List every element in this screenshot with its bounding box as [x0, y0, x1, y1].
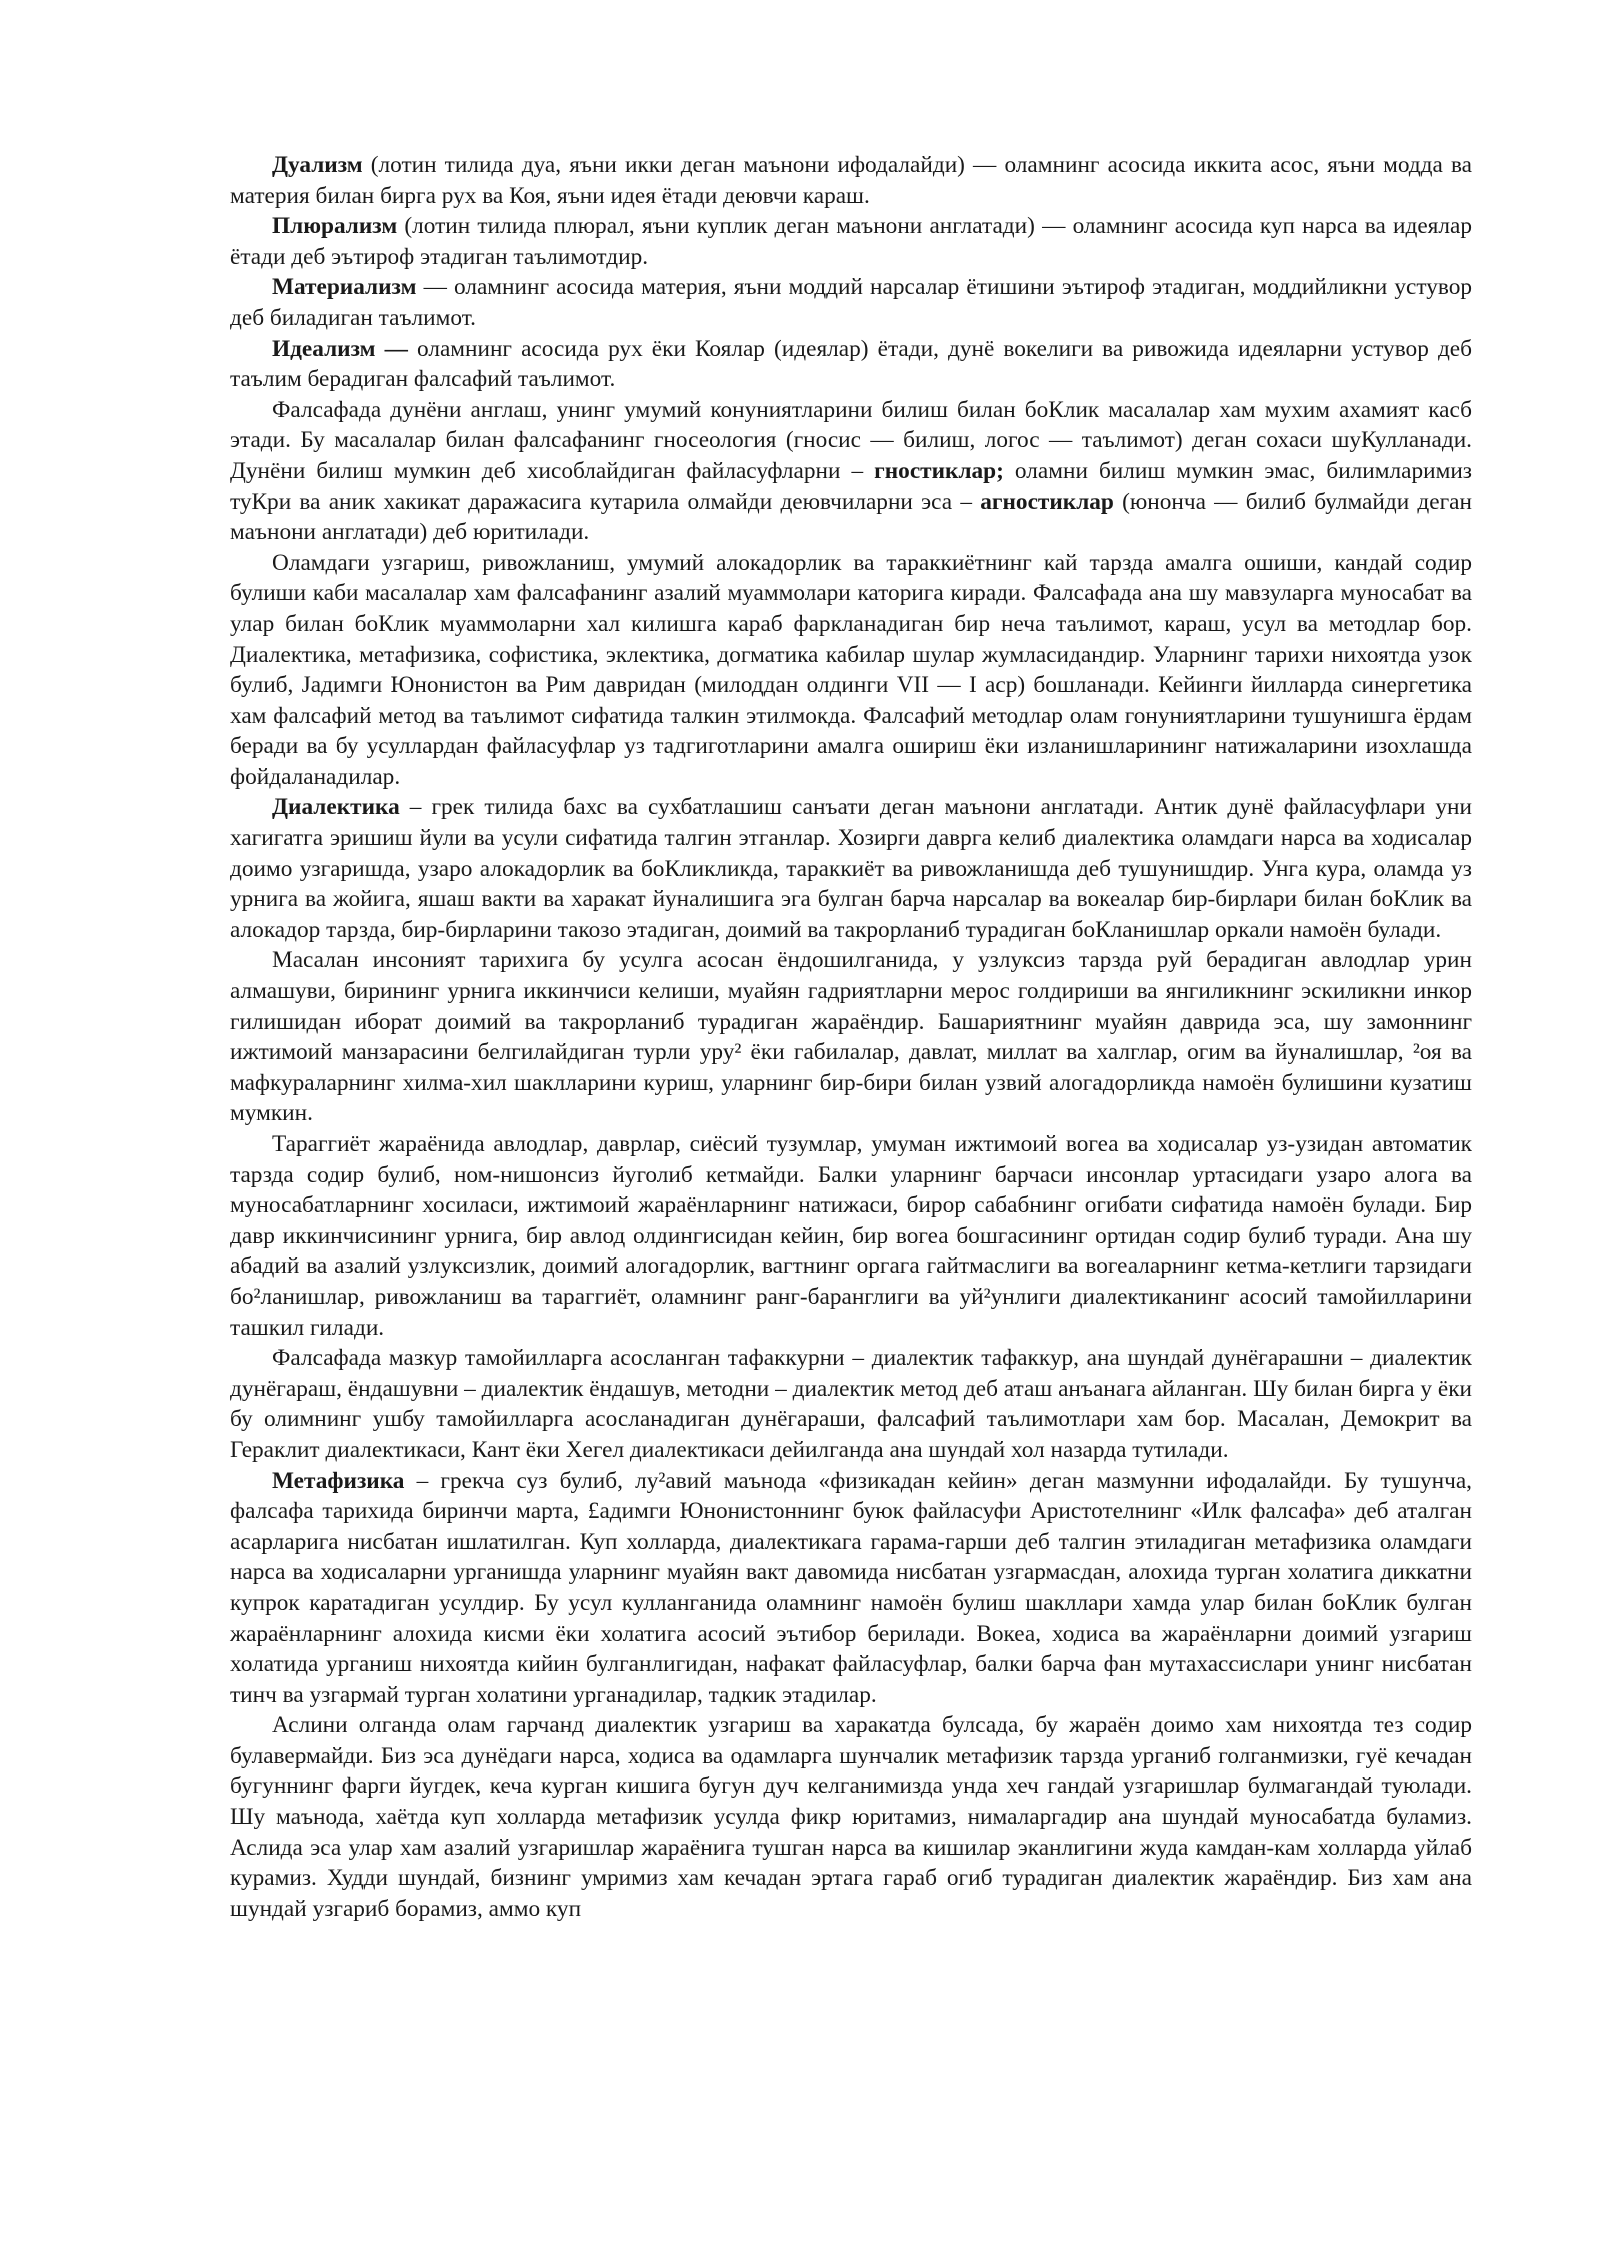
paragraph-text: – грек тилида бахс ва сухбатлашиш санъати деган маънони англатади. Антик дунё файласуфлари уни хагигатга эришиш йули ва усули сифатида талгин этганлар. Хозирги даврга келиб диалектика оламдаги нарса ва ходисалар доимо узгаришда, узаро алокадорлик ва боКликликда, тараккиёт ва ривожланишда деб тушунишдир. Унга кура, оламда уз урнига ва жойига, яшаш вакти ва харакат йуналишига эга булган барча нарсалар ва вокеалар бир-бирлари билан боКлик ва алокадор тарзда, бир-бирларини такозо этадиган, доимий ва такрорланиб турадиган боКланишлар оркали намоён булади. — [230, 794, 1472, 943]
bold-term: гностиклар; — [874, 457, 1004, 484]
document-body — [230, 150, 1472, 1924]
paragraph-8 — [230, 945, 1472, 1129]
bold-term: Идеализм — — [272, 335, 408, 362]
paragraph-11 — [230, 1466, 1472, 1711]
paragraph-9 — [230, 1129, 1472, 1343]
paragraph-text: Тараггиёт жараёнида авлодлар, даврлар, сиёсий тузумлар, умуман ижтимоий вогеа ва ходисалар уз-узидан автоматик тарзда содир булиб, ном-нишонсиз йуголиб кетмайди. Балки уларнинг барчаси инсонлар уртасидаги узаро алога ва муносабатларнинг хосиласи, ижтимоий жараёнларнинг натижаси, бирор сабабнинг огибати сифатида намоён булади. Бир давр иккинчисининг урнига, бир авлод олдингисидан кейин, бир вогеа бошгасининг ортидан содир булиб туради. Ана шу абадий ва азалий узлуксизлик, доимий алогадорлик, вагтнинг оргага гайтмаслиги ва вогеаларнинг кетма-кетлиги тарзидаги бо²ланишлар, ривожланиш ва тараггиёт, оламнинг ранг-баранглиги ва уй²унлиги диалектиканинг асосий тамойилларини ташкил гилади. — [230, 1131, 1472, 1341]
bold-term: агностиклар — [980, 488, 1114, 515]
paragraph-12 — [230, 1710, 1472, 1924]
paragraph-text: Фалсафада мазкур тамойилларга асосланган тафаккурни – диалектик тафаккур, ана шундай дунёгарашни – диалектик дунёгараш, ёндашувни – диалектик ёндашув, методни – диалектик метод деб аташ анъанага айланган. Шу билан бирга у ёки бу олимнинг ушбу тамойилларга асосланадиган дунёгараши, фалсафий таълимотлари хам бор. Масалан, Демокрит ва Гераклит диалектикаси, Кант ёки Хегел диалектикаси дейилганда ана шундай хол назарда тутилади. — [230, 1345, 1472, 1463]
paragraph-1 — [230, 150, 1472, 211]
paragraph-text: Фалсафада дунёни англаш, унинг умумий конуниятларини билиш билан боКлик масалалар хам мухим ахамият касб этади. Бу масалалар билан фалсафанинг гносеология (гносис — билиш, логос — таълимот) деган сохаси шуКулланади. Дунёни билиш мумкин деб хисоблайдиган файласуфларни – — [230, 396, 1472, 484]
bold-term: Диалектика — [272, 794, 400, 821]
paragraph-6 — [230, 548, 1472, 793]
paragraph-3 — [230, 272, 1472, 333]
bold-term: Дуализм — [272, 152, 363, 178]
paragraph-text: Масалан инсоният тарихига бу усулга асосан ёндошилганида, у узлуксиз тарзда руй берадиган авлодлар урин алмашуви, бирининг урнига иккинчиси келиши, муайян гадриятларни мерос голдириши ва янгиликнинг эскиликни инкор гилишидан иборат доимий ва такрорланиб турадиган жараёндир. Башариятнинг муайян даврида эса, шу замоннинг ижтимоий манзарасини белгилайдиган турли уру² ёки габилалар, давлат, миллат ва халглар, огим ва йуналишлар, ²оя ва мафкураларнинг хилма-хил шаклларини куриш, уларнинг бир-бири билан узвий алогадорликда намоён булишини кузатиш мумкин. — [230, 947, 1472, 1127]
paragraph-text: (лотин тилида дуа, яъни икки деган маънони ифодалайди) — оламнинг асосида иккита асос, яъни модда ва материя билан бирга рух ва Коя, яъни идея ётади деювчи караш. — [230, 152, 1472, 209]
paragraph-text: оламнинг асосида рух ёки Коялар (идеялар) ётади, дунё вокелиги ва ривожида идеяларни устувор деб таълим берадиган фалсафий таълимот. — [230, 335, 1472, 393]
paragraph-text: — оламнинг асосида материя, яъни моддий нарсалар ётишини эътироф этадиган, моддийликни устувор деб биладиган таълимот. — [230, 274, 1472, 331]
paragraph-2 — [230, 211, 1472, 272]
paragraph-text: (юнонча — билиб булмайди деган маънони англатади) деб юритилади. — [230, 488, 1472, 546]
bold-term: Материализм — [272, 274, 417, 301]
paragraph-text: (лотин тилида плюрал, яъни куплик деган маънони англатади) — оламнинг асосида куп нарса ва идеялар ётади деб эътироф этадиган таълимотдир. — [230, 213, 1472, 270]
paragraph-7 — [230, 792, 1472, 945]
paragraph-text: Аслини олганда олам гарчанд диалектик узгариш ва харакатда булсада, бу жараён доимо хам нихоятда тез содир булавермайди. Биз эса дунёдаги нарса, ходиса ва одамларга шунчалик метафизик тарзда урганиб голганмизки, гуё кечадан бугуннинг фарги йугдек, кеча курган кишига бугун дуч келганимизда унда хеч гандай узгаришлар булмагандай туюлади. Шу маънода, хаётда куп холларда метафизик усулда фикр юритамиз, нималаргадир ана шундай муносабатда буламиз. Аслида эса улар хам азалий узгаришлар жараёнига тушган нарса ва кишилар эканлигини жуда камдан-кам холларда уйлаб курамиз. Худди шундай, бизнинг умримиз хам кечадан эртага гараб огиб турадиган диалектик жараёндир. Биз хам ана шундай узгариб борамиз, аммо куп — [230, 1712, 1472, 1922]
paragraph-text: Оламдаги узгариш, ривожланиш, умумий алокадорлик ва тараккиётнинг кай тарзда амалга ошиши, кандай содир булиши каби масалалар хам фалсафанинг азалий муаммолари каторига киради. Фалсафада ана шу мавзуларга муносабат ва улар билан боКлик муаммоларни хал килишга караб фаркланадиган бир неча таълимот, караш, усул ва методлар бор. Диалектика, метафизика, софистика, эклектика, догматика кабилар шулар жумласидандир. Уларнинг тарихи нихоятда узок булиб, Јадимги Юнонистон ва Рим давридан (милоддан олдинги VII — I аср) бошланади. Кейинги йилларда синергетика хам фалсафий метод ва таълимот сифатида талкин этилмокда. Фалсафий методлар олам гонуниятларини тушунишга ёрдам беради ва бу усуллардан файласуфлар уз тадгиготларини амалга ошириш ёки изланишларининг натижаларини изохлашда фойдаланадилар. — [230, 549, 1472, 790]
paragraph-10 — [230, 1343, 1472, 1465]
bold-term: Метафизика — [272, 1467, 405, 1494]
bold-term: Плюрализм — [272, 213, 398, 240]
paragraph-4 — [230, 334, 1472, 395]
paragraph-5 — [230, 395, 1472, 548]
paragraph-text: – грекча суз булиб, лу²авий маънода «физикадан кейин» деган мазмунни ифодалайди. Бу тушунча, фалсафа тарихида биринчи марта, £адимги Юнонистоннинг буюк файласуфи Аристотелнинг «Илк фалсафа» деб аталган асарларига нисбатан ишлатилган. Куп холларда, диалектикага гарама-гарши деб талгин этиладиган метафизика оламдаги нарса ва ходисаларни урганишда уларнинг муайян вакт давомида нисбатан узгармасдан, алохида турган холатига диккатни купрок каратадиган усулдир. Бу усул кулланганида оламнинг намоён булиш шакллари хамда улар билан боКлик булган жараёнларнинг алохида кисми ёки холатига асосий эътибор берилади. Вокеа, ходиса ва жараёнларни доимий узгариш холатида урганиш нихоятда кийин булганлигидан, нафакат файласуфлар, балки барча фан мутахассислари унинг нисбатан тинч ва узгармай турган холатини урганадилар, тадкик этадилар. — [230, 1467, 1472, 1708]
paragraph-text: оламни билиш мумкин эмас, билимларимиз туКри ва аник хакикат даражасига кутарила олмайди деювчиларни эса – — [230, 457, 1472, 515]
